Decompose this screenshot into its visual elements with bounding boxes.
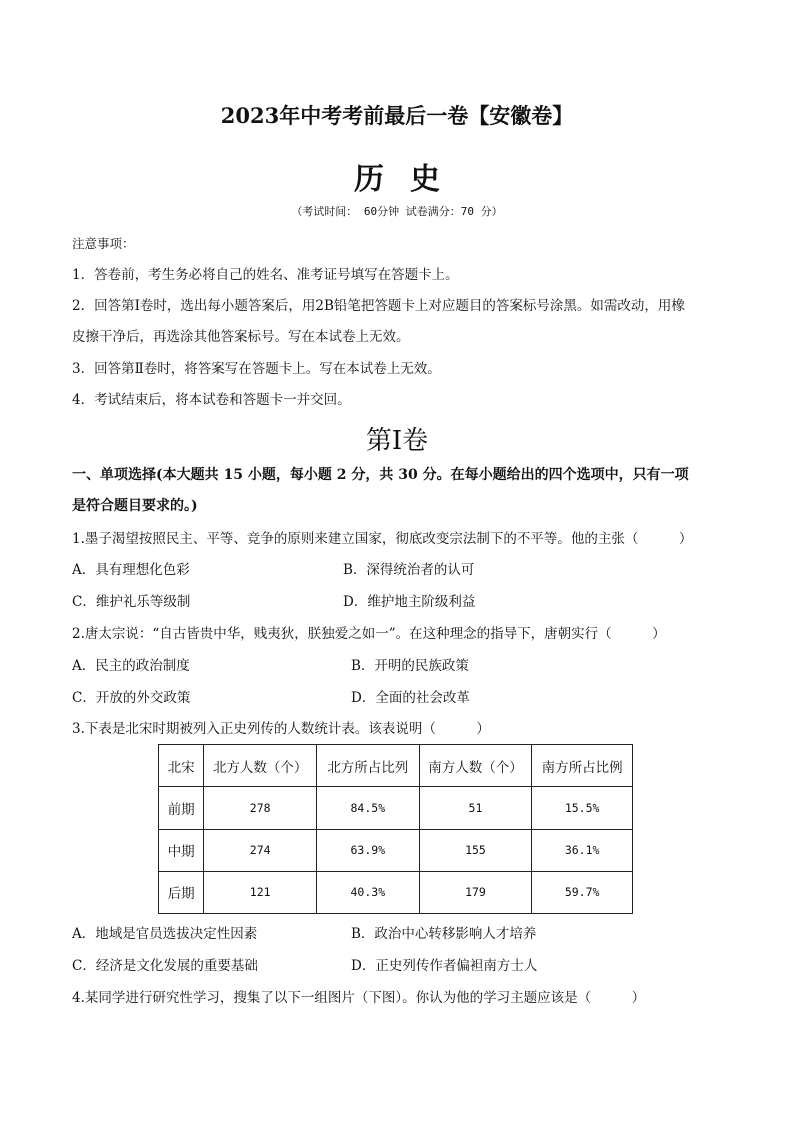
table-cell: 63.9% bbox=[316, 829, 419, 871]
table-cell: 后期 bbox=[159, 871, 204, 913]
question-1-stem: 1.墨子渴望按照民主、平等、竞争的原则来建立国家，彻底改变宗法制下的不平等。他的主张（ ） bbox=[72, 531, 693, 547]
subject-title: 历史 bbox=[354, 162, 466, 197]
question-3-option-b: B．政治中心转移影响人才培养 bbox=[351, 926, 537, 942]
table-header-cell: 北宋 bbox=[159, 745, 204, 787]
question-2-option-d: D．全面的社会改革 bbox=[351, 690, 470, 706]
notes-heading: 注意事项： bbox=[72, 236, 135, 251]
exam-info: （考试时间： 60分钟 试卷满分：70 分） bbox=[291, 205, 503, 218]
table-row bbox=[159, 787, 633, 829]
table-cell: 51 bbox=[419, 787, 532, 829]
table-row bbox=[159, 871, 633, 913]
table-header-cell: 南方所占比例 bbox=[532, 745, 633, 787]
table-cell: 中期 bbox=[159, 829, 204, 871]
table-row bbox=[159, 829, 633, 871]
table-cell: 15.5% bbox=[532, 787, 633, 829]
note-item: 3．回答第Ⅱ卷时，将答案写在答题卡上。写在本试卷上无效。 bbox=[72, 361, 441, 377]
question-1-option-c: C．维护礼乐等级制 bbox=[72, 594, 191, 610]
note-item: 1．答卷前，考生务必将自己的姓名、准考证号填写在答题卡上。 bbox=[72, 267, 459, 283]
question-2-stem: 2.唐太宗说：“自古皆贵中华，贱夷狄，朕独爱之如一”。在这种理念的指导下，唐朝实行（ ） bbox=[72, 626, 666, 642]
question-1-option-a: A．具有理想化色彩 bbox=[72, 562, 190, 578]
question-1-option-b: B．深得统治者的认可 bbox=[343, 562, 475, 578]
table-cell: 前期 bbox=[159, 787, 204, 829]
table-cell: 274 bbox=[204, 829, 317, 871]
question-3-stem: 3.下表是北宋时期被列入正史列传的人数统计表。该表说明（ ） bbox=[72, 721, 490, 737]
table-cell: 36.1% bbox=[532, 829, 633, 871]
question-2-option-a: A．民主的政治制度 bbox=[72, 658, 190, 674]
table-cell: 121 bbox=[204, 871, 317, 913]
table-cell: 278 bbox=[204, 787, 317, 829]
question-2-option-c: C．开放的外交政策 bbox=[72, 690, 191, 706]
statistics-table bbox=[158, 744, 633, 914]
question-3-option-d: D．正史列传作者偏袒南方士人 bbox=[351, 958, 538, 974]
section-heading-line2: 是符合题目要求的。) bbox=[72, 498, 198, 514]
note-item: 2．回答第Ⅰ卷时，选出每小题答案后，用2B铅笔把答题卡上对应题目的答案标号涂黑。如需改动，用橡 bbox=[72, 298, 685, 314]
table-cell: 179 bbox=[419, 871, 532, 913]
exam-title: 2023年中考考前最后一卷【安徽卷】 bbox=[220, 103, 574, 128]
table-cell: 155 bbox=[419, 829, 532, 871]
table-header-cell: 南方人数（个） bbox=[419, 745, 532, 787]
table-cell: 84.5% bbox=[316, 787, 419, 829]
table-cell: 40.3% bbox=[316, 871, 419, 913]
note-item: 4．考试结束后，将本试卷和答题卡一并交回。 bbox=[72, 392, 351, 408]
table-header-cell: 北方人数（个） bbox=[204, 745, 317, 787]
question-4-stem: 4.某同学进行研究性学习，搜集了以下一组图片（下图）。你认为他的学习主题应该是（ ） bbox=[72, 990, 646, 1006]
volume-title: 第Ⅰ卷 bbox=[365, 426, 429, 456]
question-1-option-d: D．维护地主阶级利益 bbox=[343, 594, 476, 610]
table-header-cell: 北方所占比列 bbox=[316, 745, 419, 787]
question-3-option-a: A．地域是官员选拔决定性因素 bbox=[72, 926, 258, 942]
table-cell: 59.7% bbox=[532, 871, 633, 913]
table-header-row bbox=[159, 745, 633, 787]
note-item: 皮擦干净后，再选涂其他答案标号。写在本试卷上无效。 bbox=[72, 329, 410, 345]
question-2-option-b: B．开明的民族政策 bbox=[351, 658, 469, 674]
section-heading-line1: 一、单项选择(本大题共 15 小题，每小题 2 分，共 30 分。在每小题给出的四个选项中，只有一项 bbox=[72, 467, 689, 483]
question-3-option-c: C．经济是文化发展的重要基础 bbox=[72, 958, 258, 974]
